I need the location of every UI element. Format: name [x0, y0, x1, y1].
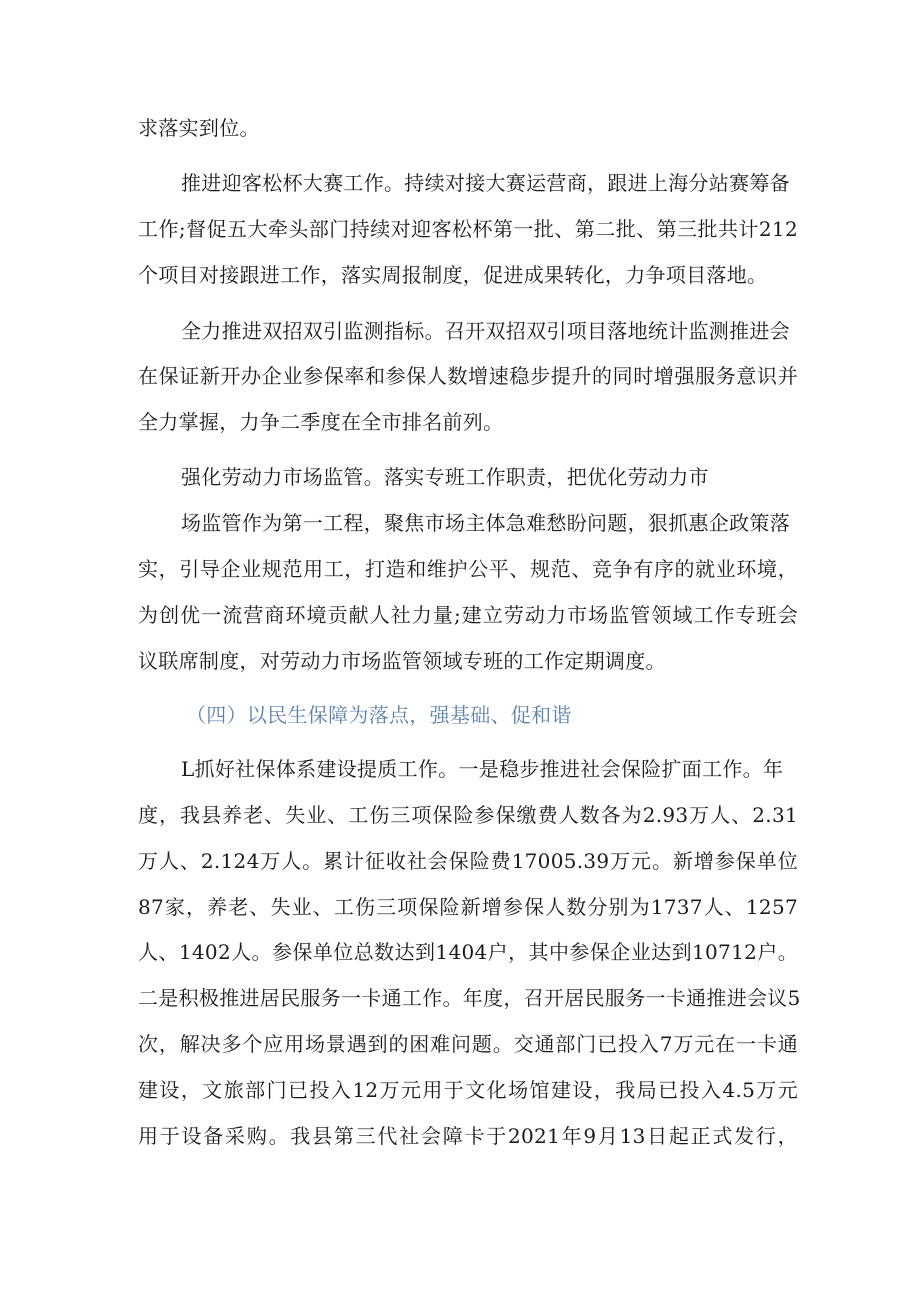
text-line: 二是积极推进居民服务一卡通工作。年度，召开居民服务一卡通推进会议5	[138, 986, 801, 1010]
text-line: 全力掌握，力争二季度在全市排名前列。	[138, 410, 504, 434]
text-line: 全力推进双招双引监测指标。召开双招双引项目落地统计监测推进会	[181, 319, 790, 343]
text-line: 求落实到位。	[138, 116, 260, 140]
text-line: 工作;督促五大牵头部门持续对迎客松杯第一批、第二批、第三批共计212	[138, 217, 798, 241]
text-line: L抓好社保体系建设提质工作。一是稳步推进社会保险扩面工作。年	[181, 757, 784, 781]
text-line: 议联席制度，对劳动力市场监管领域专班的工作定期调度。	[138, 649, 666, 673]
text-line: 用于设备采购。我县第三代社会障卡于2021年9月13日起正式发行，	[138, 1124, 798, 1148]
text-line: 建设，文旅部门已投入12万元用于文化场馆建设，我局已投入4.5万元	[138, 1078, 798, 1102]
text-line: 次，解决多个应用场景遇到的困难问题。交通部门已投入7万元在一卡通	[138, 1032, 798, 1056]
text-line: 87家，养老、失业、工伤三项保险新增参保人数分别为1737人、1257	[138, 895, 798, 919]
text-line: 在保证新开办企业参保率和参保人数增速稳步提升的同时增强服务意识并	[138, 364, 798, 388]
text-line: 人、1402人。参保单位总数达到1404户，其中参保企业达到10712户。	[138, 940, 798, 964]
text-line: 为创优一流营商环境贡献人社力量;建立劳动力市场监管领域工作专班会	[138, 603, 798, 627]
text-line: 实，引导企业规范用工，打造和维护公平、规范、竞争有序的就业环境，	[138, 557, 798, 581]
text-line: 个项目对接跟进工作，落实周报制度，促进成果转化，力争项目落地。	[138, 263, 768, 287]
text-line: 度，我县养老、失业、工伤三项保险参保缴费人数各为2.93万人、2.31	[138, 803, 798, 827]
text-line: 推进迎客松杯大赛工作。持续对接大赛运营商，跟进上海分站赛筹备	[181, 171, 790, 195]
text-line: 万人、2.124万人。累计征收社会保险费17005.39万元。新增参保单位	[138, 849, 798, 873]
text-line: 场监管作为第一工程，聚焦市场主体急难愁盼问题，狠抓惠企政策落	[181, 511, 790, 535]
text-line: 强化劳动力市场监管。落实专班工作职责，把优化劳动力市	[181, 465, 709, 489]
section-heading: （四）以民生保障为落点，强基础、促和谐	[186, 703, 572, 727]
